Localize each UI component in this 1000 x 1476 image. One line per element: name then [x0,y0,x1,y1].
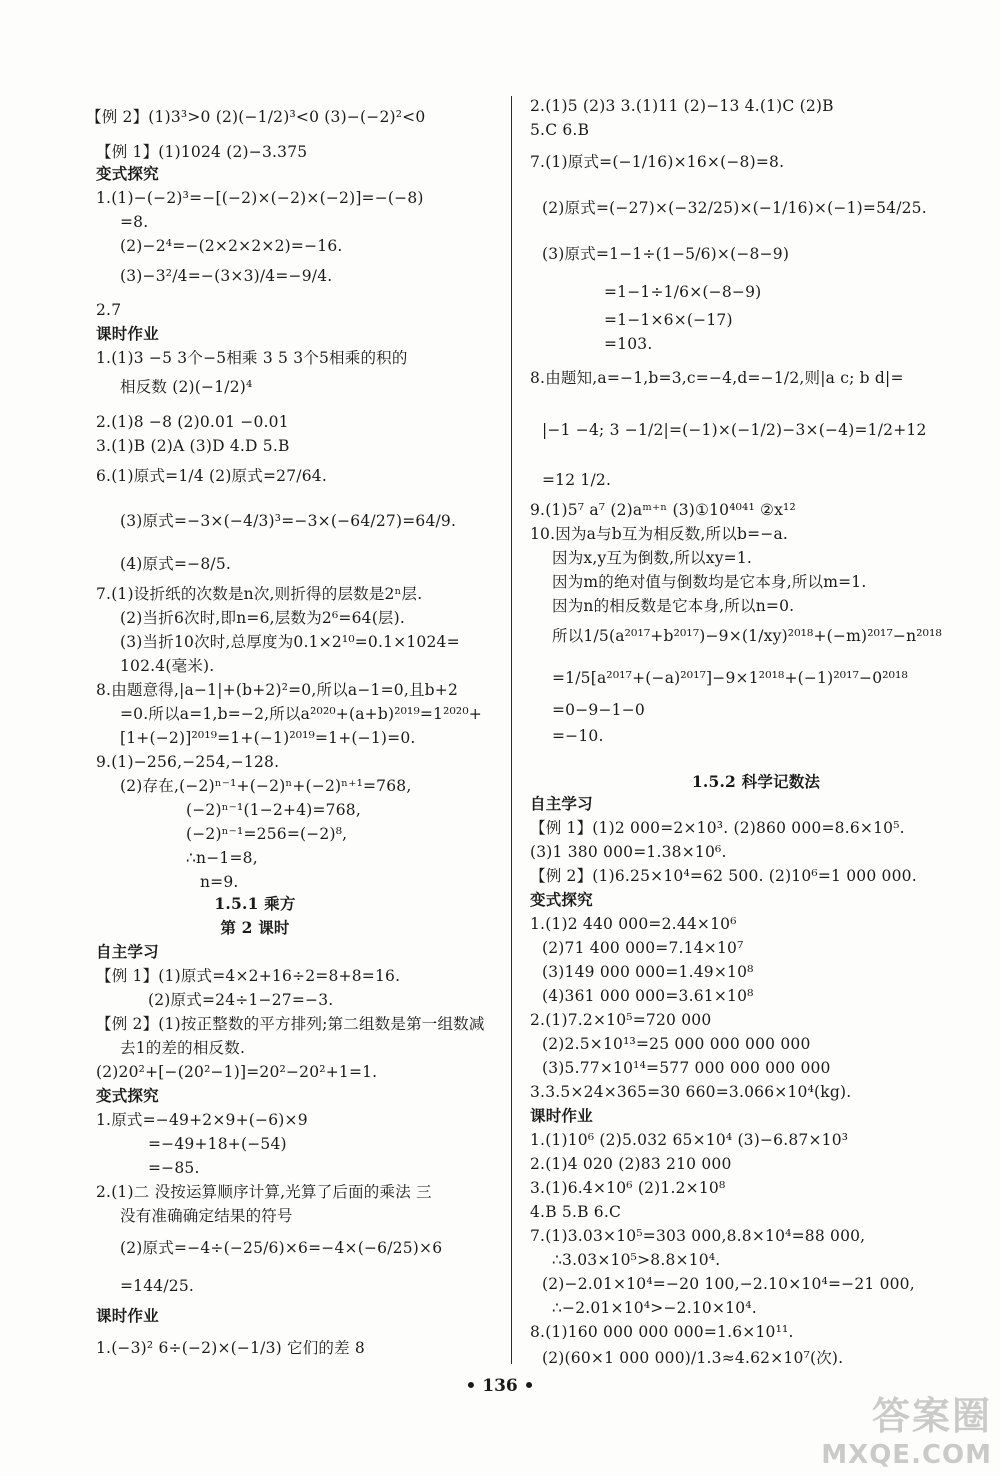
section-heading: 第 2 课时 [220,918,290,937]
answer-line: 3.(1)B (2)A (3)D 4.D 5.B [96,437,290,455]
answer-line: 2.(1)4 020 (2)83 210 000 [530,1155,732,1173]
answer-line: ∴n−1=8, [186,849,258,867]
answer-line: 因为n的相反数是它本身,所以n=0. [552,597,795,615]
answer-line: 【例 1】(1)2 000=2×10³. (2)860 000=8.6×10⁵. [530,819,905,837]
answer-line: (2)当折6次时,即n=6,层数为2⁶=64(层). [120,609,406,627]
answer-line: =−10. [552,727,604,745]
answer-line: =103. [604,335,653,353]
watermark-text: 答案圈 [871,1394,992,1438]
answer-line: =0.所以a=1,b=−2,所以a²⁰²⁰+(a+b)²⁰¹⁹=1²⁰²⁰+ [120,705,482,723]
answer-line: (3)149 000 000=1.49×10⁸ [542,963,754,981]
answer-line: n=9. [200,873,239,891]
answer-line: 1.(1)3 −5 3个−5相乘 3 5 3个5相乘的积的 [96,349,408,367]
section-heading: 课时作业 [530,1106,593,1125]
answer-line: 4.B 5.B 6.C [530,1203,622,1221]
answer-line: =12 1/2. [542,471,612,489]
answer-line: (3)原式=−3×(−4/3)³=−3×(−64/27)=64/9. [120,512,457,530]
answer-line: 去1的差的相反数. [120,1039,246,1057]
answer-line: 2.(1)二 没按运算顺序计算,光算了后面的乘法 三 [96,1183,432,1201]
answer-line: 因为x,y互为倒数,所以xy=1. [552,549,753,567]
answer-line: 7.(1)原式=(−1/16)×16×(−8)=8. [530,153,785,171]
answer-line: 2.(1)5 (2)3 3.(1)11 (2)−13 4.(1)C (2)B [530,97,834,115]
section-heading: 变式探究 [96,164,159,183]
answer-line: |−1 −4; 3 −1/2|=(−1)×(−1/2)−3×(−4)=1/2+12 [542,421,927,439]
answer-line: (3)−3²/4=−(3×3)/4=−9/4. [120,267,333,285]
answer-line: 1.(1)2 440 000=2.44×10⁶ [530,915,737,933]
answer-line: 102.4(毫米). [120,657,215,675]
answer-line: 1.原式=−49+2×9+(−6)×9 [96,1111,308,1129]
answer-line: (2)原式=24÷1−27=−3. [148,991,334,1009]
answer-line: [1+(−2)]²⁰¹⁹=1+(−1)²⁰¹⁹=1+(−1)=0. [120,729,416,747]
answer-line: 所以1/5(a²⁰¹⁷+b²⁰¹⁷)−9×(1/xy)²⁰¹⁸+(−m)²⁰¹⁷−n²⁰¹⁸ [552,627,942,645]
section-heading: 变式探究 [530,890,593,909]
section-heading: 课时作业 [96,1306,159,1325]
answer-line: 9.(1)−256,−254,−128. [96,753,280,771]
page-number: • 136 • [465,1376,535,1396]
answer-line: (4)361 000 000=3.61×10⁸ [542,987,754,1005]
answer-line: (2)存在,(−2)ⁿ⁻¹+(−2)ⁿ+(−2)ⁿ⁺¹=768, [120,777,412,795]
answer-line: 【例 2】(1)6.25×10⁴=62 500. (2)10⁶=1 000 000. [530,867,917,885]
answer-line: 3.3.5×24×365=30 660=3.066×10⁴(kg). [530,1083,852,1101]
column-divider [511,96,512,1364]
answer-line: ∴−2.01×10⁴>−2.10×10⁴. [552,1299,757,1317]
answer-line: (3)当折10次时,总厚度为0.1×2¹⁰=0.1×1024= [120,633,460,651]
answer-line: =−49+18+(−54) [148,1135,287,1153]
answer-line: 8.由题意得,|a−1|+(b+2)²=0,所以a−1=0,且b+2 [96,681,459,699]
answer-line: 【例 1】(1)原式=4×2+16÷2=8+8=16. [96,967,401,985]
answer-line: (3)原式=1−1÷(1−5/6)×(−8−9) [542,245,790,263]
answer-line: (3)1 380 000=1.38×10⁶. [530,843,727,861]
answer-line: (2)2.5×10¹³=25 000 000 000 000 [542,1035,811,1053]
section-heading: 1.5.1 乘方 [214,894,296,913]
answer-line: 2.7 [96,301,122,319]
answer-line: 3.(1)6.4×10⁶ (2)1.2×10⁸ [530,1179,726,1197]
answer-line: 【例 2】(1)3³>0 (2)(−1/2)³<0 (3)−(−2)²<0 [86,108,426,126]
section-heading: 1.5.2 科学记数法 [691,772,821,791]
watermark-url: MXQE.COM [821,1440,992,1470]
answer-line: 9.(1)5⁷ a⁷ (2)aᵐ⁺ⁿ (3)①10⁴⁰⁴¹ ②x¹² [530,501,796,519]
answer-line: 2.(1)7.2×10⁵=720 000 [530,1011,712,1029]
answer-line: ∴3.03×10⁵>8.8×10⁴. [552,1251,721,1269]
answer-line: 5.C 6.B [530,121,590,139]
answer-line: 1.(1)−(−2)³=−[(−2)×(−2)×(−2)]=−(−8) [96,189,424,207]
answer-line: 8.由题知,a=−1,b=3,c=−4,d=−1/2,则|a c; b d|= [530,369,904,387]
answer-line: 【例 1】(1)1024 (2)−3.375 [96,143,308,161]
answer-line: (2)−2.01×10⁴=−20 100,−2.10×10⁴=−21 000, [542,1275,915,1293]
answer-line: =1/5[a²⁰¹⁷+(−a)²⁰¹⁷]−9×1²⁰¹⁸+(−1)²⁰¹⁷−0²⁰¹⁸ [552,669,908,687]
answer-line: =1−1×6×(−17) [604,311,733,329]
answer-line: 没有准确确定结果的符号 [120,1207,293,1225]
answer-line: (−2)ⁿ⁻¹=256=(−2)⁸, [186,825,348,843]
answer-line: 10.因为a与b互为相反数,所以b=−a. [530,525,789,543]
answer-line: (2)20²+[−(20²−1)]=20²−20²+1=1. [96,1063,378,1081]
answer-line: (4)原式=−8/5. [120,555,232,573]
section-heading: 课时作业 [96,324,159,343]
answer-line: (2)−2⁴=−(2×2×2×2)=−16. [120,237,343,255]
answer-line: 1.(−3)² 6÷(−2)×(−1/3) 它们的差 8 [96,1339,365,1357]
answer-line: 1.(1)10⁶ (2)5.032 65×10⁴ (3)−6.87×10³ [530,1131,849,1149]
answer-line: (2)71 400 000=7.14×10⁷ [542,939,744,957]
answer-line: (2)(60×1 000 000)/1.3≈4.62×10⁷(次). [542,1349,844,1367]
answer-line: (2)原式=−4÷(−25/6)×6=−4×(−6/25)×6 [120,1239,443,1257]
answer-line: =0−9−1−0 [552,701,645,719]
section-heading: 变式探究 [96,1086,159,1105]
answer-line: =1−1÷1/6×(−8−9) [604,283,762,301]
answer-line: 7.(1)设折纸的次数是n次,则折得的层数是2ⁿ层. [96,585,423,603]
section-heading: 自主学习 [96,942,159,961]
answer-line: 相反数 (2)(−1/2)⁴ [120,378,253,396]
answer-line: 7.(1)3.03×10⁵=303 000,8.8×10⁴=88 000, [530,1227,866,1245]
answer-line: (2)原式=(−27)×(−32/25)×(−1/16)×(−1)=54/25. [542,199,927,217]
watermark-logo [821,1385,992,1470]
answer-line: 2.(1)8 −8 (2)0.01 −0.01 [96,413,289,431]
answer-line: =144/25. [120,1277,195,1295]
answer-line: 6.(1)原式=1/4 (2)原式=27/64. [96,467,327,485]
answer-line: 8.(1)160 000 000 000=1.6×10¹¹. [530,1323,794,1341]
section-heading: 自主学习 [530,794,593,813]
answer-line: 【例 2】(1)按正整数的平方排列;第二组数是第一组数减 [96,1015,485,1033]
answer-line: 因为m的绝对值与倒数均是它本身,所以m=1. [552,573,867,591]
answer-line: (3)5.77×10¹⁴=577 000 000 000 000 [542,1059,831,1077]
answer-line: (−2)ⁿ⁻¹(1−2+4)=768, [186,801,361,819]
answer-line: =−85. [148,1159,200,1177]
answer-line: =8. [120,213,149,231]
